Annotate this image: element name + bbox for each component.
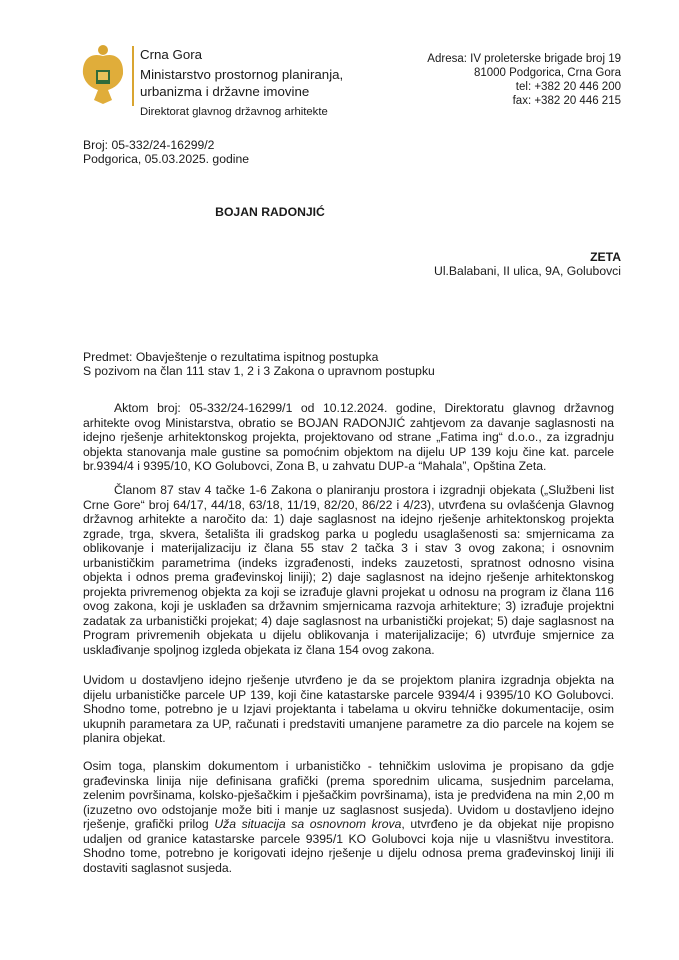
address-fax: fax: +382 20 446 215	[512, 95, 621, 107]
recipient-name: BOJAN RADONJIĆ	[215, 205, 325, 219]
place-date: Podgorica, 05.03.2025. godine	[83, 152, 250, 166]
ministry-line2: urbanizma i državne imovine	[140, 84, 310, 99]
header-divider	[132, 46, 134, 106]
attachment-title: Uža situacija sa osnovnom krova	[214, 817, 402, 832]
country-name: Crna Gora	[140, 47, 203, 62]
recipient-city: ZETA	[590, 250, 621, 264]
contact-address	[427, 52, 621, 108]
ministry-line1: Ministarstvo prostornog planiranja,	[140, 67, 344, 82]
body-paragraph-3: Uvidom u dostavljeno idejno rješenje utvrđeno je da se projektom planira izgradnja objekta na dijelu urbanističke parcele UP 139, koji čine katastarske parcele 9394/4 i 9395/10 KO Golubovci. Shodno tome, potrebno je u Izjavi projektanta i tabelama u okviru tehničke dokumentacije, osim ukupnih parametara za UP, računati i predstaviti umanjene parametre za dio parcele na kojem se planira objekat.	[83, 673, 614, 746]
directorate-name: Direktorat glavnog državnog arhitekte	[140, 106, 328, 118]
body-paragraph-1: Aktom broj: 05-332/24-16299/1 od 10.12.2024. godine, Direktoratu glavnog državnog arhitekte ovog Ministarstva, obratio se BOJAN RADONJIĆ zahtjevom za davanje saglasnosti na idejno rješenje arhitektonskog projekta, projektovano od strane „Fatima ing“ d.o.o., za izgradnju objekta stanovanja male gustine sa pomoćnim objektom na dijelu UP 139 koju čine kat. parcele br.9394/4 i 9395/10, KO Golubovci, Zona B, u zahvatu DUP-a “Mahala”, Opština Zeta.	[83, 401, 614, 474]
recipient-address: Ul.Balabani, II ulica, 9A, Golubovci	[434, 264, 621, 278]
address-line: Adresa: IV proleterske brigade broj 19	[427, 53, 621, 65]
coat-of-arms-logo	[80, 44, 126, 106]
body-paragraph-4	[83, 759, 614, 875]
body-paragraph-2: Članom 87 stav 4 tačke 1-6 Zakona o planiranju prostora i izgradnji objekata („Službeni list Crne Gore“ broj 64/17, 44/18, 63/18, 11/19, 82/20, 86/22 i 4/23), utvrđena su ovlašćenja Glavnog državnog arhitekte a naročito da: 1) daje saglasnost na idejno rješenje arhitektonskog projekta zgrade, trga, skvera, šetališta ili gradskog parka u pogledu usaglašenosti sa: smjernicama za oblikovanje i materijalizaciju iz člana 55 stav 2 tačka 3 i stav 3 ovog zakona; i osnovnim urbanističkim parametrima (indeks izgrađenosti, indeks zauzetosti, spratnost odnosno visina objekta i odnos prema građevinskoj liniji); 2) daje saglasnost na idejno rješenje arhitektonskog projekta privremenog objekta za koji se izrađuje glavni projekat u odnosu na program iz člana 116 ovog zakona, koji je usklađen sa državnim smjernicama razvoja arhitekture; 3) izrađuje projektni zadatak za urbanistički projekat; 4) daje saglasnost na urbanistički projekat; 5) daje saglasnost na Program privremenih objekata u dijelu oblikovanja i materijalizacije; 6) utvrđuje smjernice za usklađivanje spoljnog izgleda objekata iz člana 154 ovog zakona.	[83, 483, 614, 658]
paragraph-text: Osim toga, planskim dokumentom i urbanističko - tehničkim uslovima je propisano da gdje građevinska linija nije definisana grafički (prema sporednim ulicama, susjednim parcelama, zelenim površinama, kolsko-pješačkim i pješačkim površinama), ista je predviđena na min 2,00 m (izuzetno ovo odstojanje može biti i manje uz saglasnost susjeda). Uvidom u dostavljeno idejno rješenje, grafički prilog	[83, 759, 614, 832]
reference-number: Broj: 05-332/24-16299/2	[83, 138, 215, 152]
subject-legal-basis: S pozivom na član 111 stav 1, 2 i 3 Zakona o upravnom postupku	[83, 364, 435, 378]
paragraph-text: , utvrđeno je da objekat nije propisno udaljen od granice katastarske parcele 9395/1 KO Golubovci koja nije u vlasništvu investitora. Shodno tome, potrebno je korigovati idejno rješenje u dijelu odnosa prema građevinskoj liniji ili dostaviti saglasnot susjeda.	[83, 817, 615, 875]
address-tel: tel: +382 20 446 200	[515, 81, 621, 93]
address-city: 81000 Podgorica, Crna Gora	[473, 67, 621, 79]
subject-line: Predmet: Obavještenje o rezultatima ispitnog postupka	[83, 350, 379, 364]
